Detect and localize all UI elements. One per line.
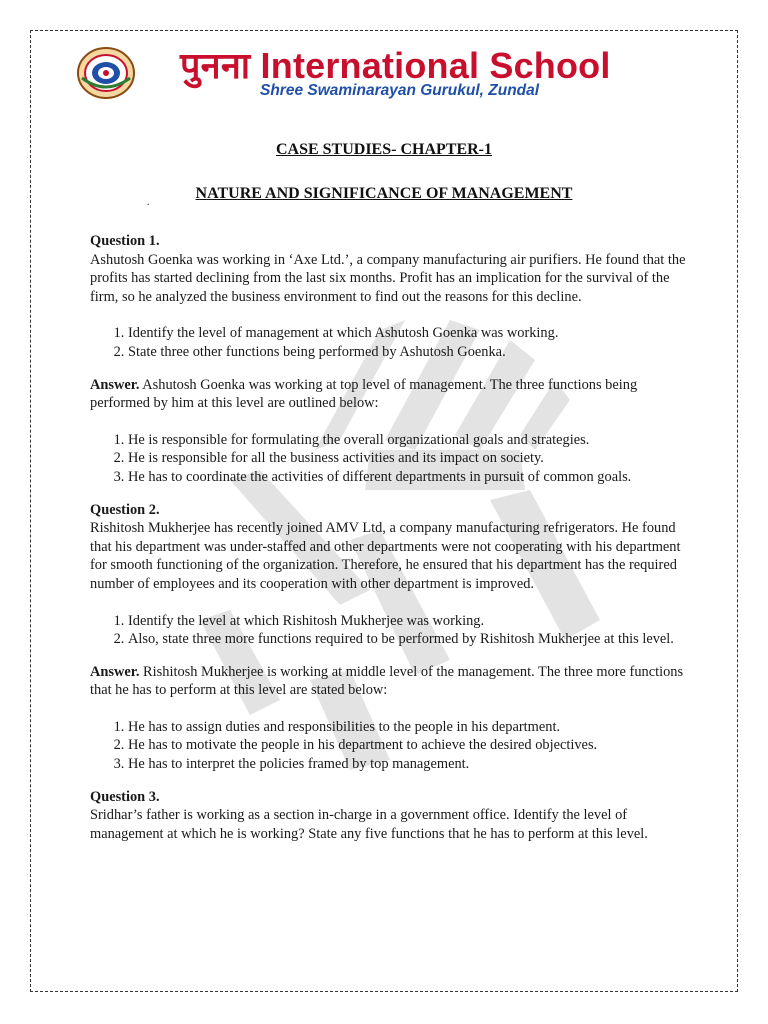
answer-text: Ashutosh Goenka was working at top level of management. The three functions being performed by him at this level are outlined below: [90, 376, 638, 412]
question-2-text: Rishitosh Mukherjee has recently joined AMV Ltd, a company manufacturing refrigerators. He found that his department was under-staffed and other departments were not cooperating with his department for smooth functioning of the organization. Therefore, he ensured that his department has the required number of employees and its cooperation with other department is improved. [90, 520, 681, 592]
list-item: 2. He has to motivate the people in his department to achieve the desired objectives. [128, 736, 686, 755]
list-item: 1. Identify the level of management at which Ashutosh Goenka was working. [128, 324, 686, 343]
answer-label: Answer. [90, 663, 140, 680]
list-item: 3. He has to interpret the policies framed by top management. [128, 755, 686, 774]
school-subtitle: Shree Swaminarayan Gurukul, Zundal [260, 82, 540, 99]
question-2-list [90, 612, 686, 649]
question-1-text: Ashutosh Goenka was working in ‘Axe Ltd.’, a company manufacturing air purifiers. He found that the profits has started declining from the last six months. Profit has an implication for the survival of the firm, so he analyzed the business environment to find out the reasons for this decline. [90, 251, 686, 305]
school-name-latin: International School [250, 45, 611, 86]
document-body [90, 232, 686, 843]
question-1-heading: Question 1. [90, 233, 160, 249]
question-1-list [90, 324, 686, 361]
list-item: 3. He has to coordinate the activities of different departments in pursuit of common goals. [128, 468, 686, 487]
answer-2-list [90, 718, 686, 774]
school-header [76, 42, 736, 104]
question-3-heading: Question 3. [90, 788, 160, 805]
stray-dot: . [147, 197, 150, 208]
chapter-title: CASE STUDIES- CHAPTER-1 [275, 141, 493, 158]
answer-1 [90, 376, 686, 413]
school-logo [76, 46, 136, 100]
question-2-heading: Question 2. [90, 501, 160, 518]
list-item: 1. He is responsible for formulating the overall organizational goals and strategies. [128, 431, 686, 450]
question-3-text: Sridhar’s father is working as a section in-charge in a government office. Identify the level of management at which he is working? State any five functions that he has to perform at this level. [90, 807, 648, 842]
list-item: 2. State three other functions being performed by Ashutosh Goenka. [128, 343, 686, 362]
answer-1-list [90, 431, 686, 487]
list-item: 1. He has to assign duties and responsibilities to the people in his department. [128, 718, 686, 737]
list-item: 2. He is responsible for all the business activities and its impact on society. [128, 449, 686, 468]
answer-label: Answer. [90, 376, 140, 393]
answer-text: Rishitosh Mukherjee is working at middle level of the management. The three more functions that he has to perform at this level are stated below: [90, 663, 684, 699]
list-item: 2. Also, state three more functions required to be performed by Rishitosh Mukherjee at this level. [128, 630, 686, 649]
list-item: 1. Identify the level at which Rishitosh Mukherjee was working. [128, 612, 686, 631]
topic-title: NATURE AND SIGNIFICANCE OF MANAGEMENT [195, 185, 573, 202]
answer-2 [90, 663, 686, 700]
school-name-devanagari: पुनना [180, 46, 251, 87]
